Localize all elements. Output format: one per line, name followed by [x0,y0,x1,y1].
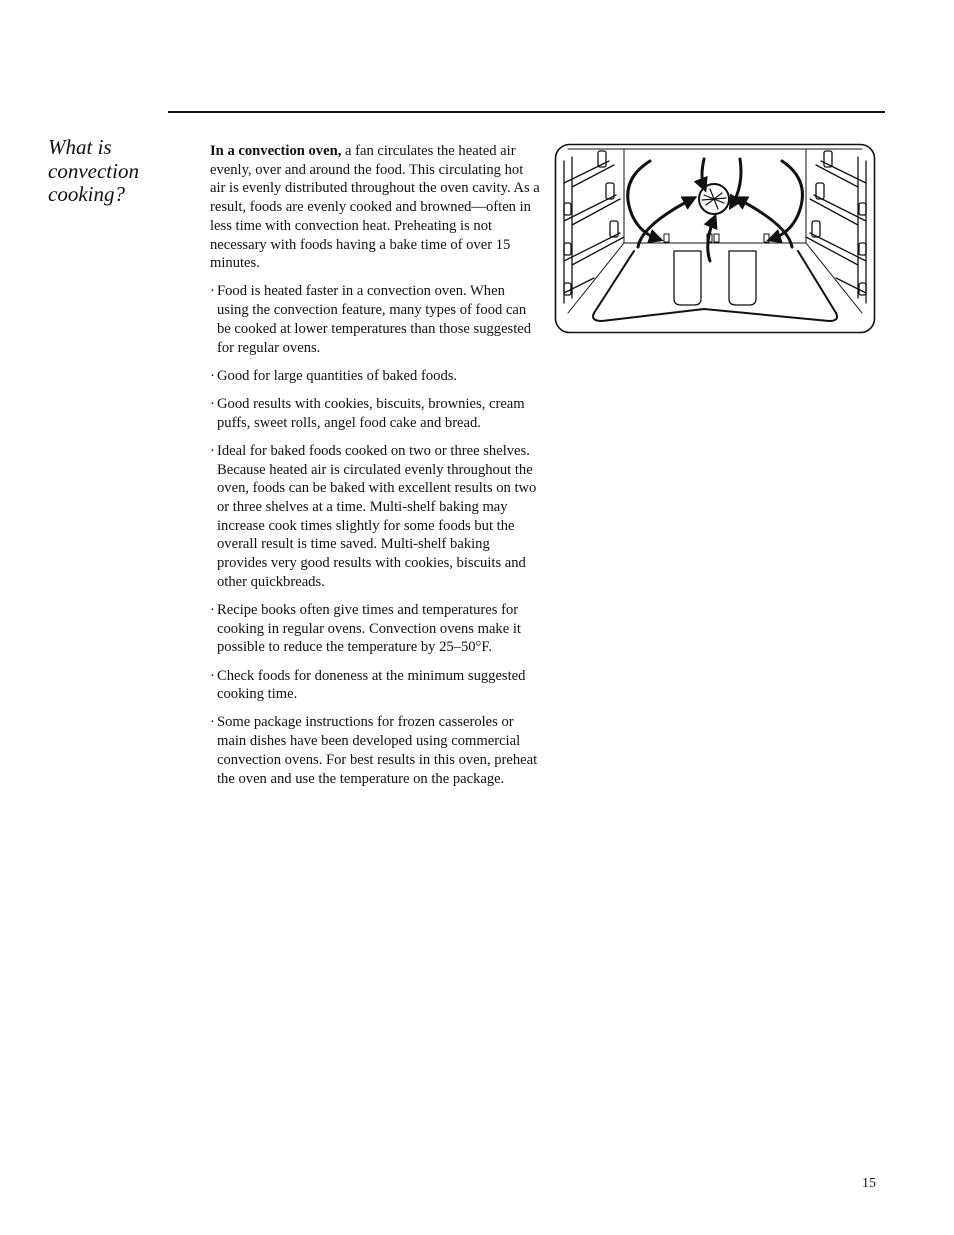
bullet-text: Good for large quantities of baked foods. [217,367,458,384]
bullet-item [210,713,540,788]
top-divider [168,111,885,113]
bullet-text: Good results with cookies, biscuits, brownies, cream puffs, sweet rolls, angel food cake and bread. [217,395,525,431]
bullet-item [210,395,540,432]
section-title: What is convection cooking? [48,135,139,206]
bullet-marker: · [210,367,215,384]
page-number: 15 [862,1176,876,1191]
bullet-marker: · [210,714,215,731]
bullet-text: Recipe books often give times and temperatures for cooking in regular ovens. Convection ovens make it possible to reduce the temperature by 25–50°F. [217,601,521,656]
bullet-text: Check foods for doneness at the minimum suggested cooking time. [217,667,526,703]
bullet-marker: · [210,395,215,412]
bullet-text: Some package instructions for frozen casseroles or main dishes have been developed using commercial convection ovens. For best results in this oven, preheat the oven and use the temperature on the package. [217,714,538,787]
intro-paragraph [210,142,540,273]
bullet-item [210,282,540,357]
bullet-text: Ideal for baked foods cooked on two or three shelves. Because heated air is circulated evenly throughout the oven, foods can be baked with excellent results on two or three shelves at a time. Multi-shelf baking may increase cook times slightly for some foods but the overall result is time saved. Multi-shelf baking provides very good results with cookies, biscuits and other quickbreads. [217,442,537,590]
bullet-item [210,367,540,386]
bullet-item [210,667,540,704]
intro-text: a fan circulates the heated air evenly, over and around the food. This circulating hot air is evenly distributed throughout the oven cavity. As a result, foods are evenly cooked and browned—often in less time with convection heat. Preheating is not necessary with foods having a bake time of over 15 minutes. [210,143,540,272]
convection-oven-airflow-icon [554,143,876,334]
bullet-marker: · [210,667,215,684]
bullet-item [210,442,540,592]
bullet-item [210,601,540,657]
body-text [210,142,540,798]
bullet-text: Food is heated faster in a convection oven. When using the convection feature, many types of food can be cooked at lower temperatures than those suggested for regular ovens. [217,283,532,356]
intro-lead: In a convection oven, [210,143,342,159]
bullet-marker: · [210,283,215,300]
bullet-marker: · [210,442,215,459]
bullet-marker: · [210,601,215,618]
